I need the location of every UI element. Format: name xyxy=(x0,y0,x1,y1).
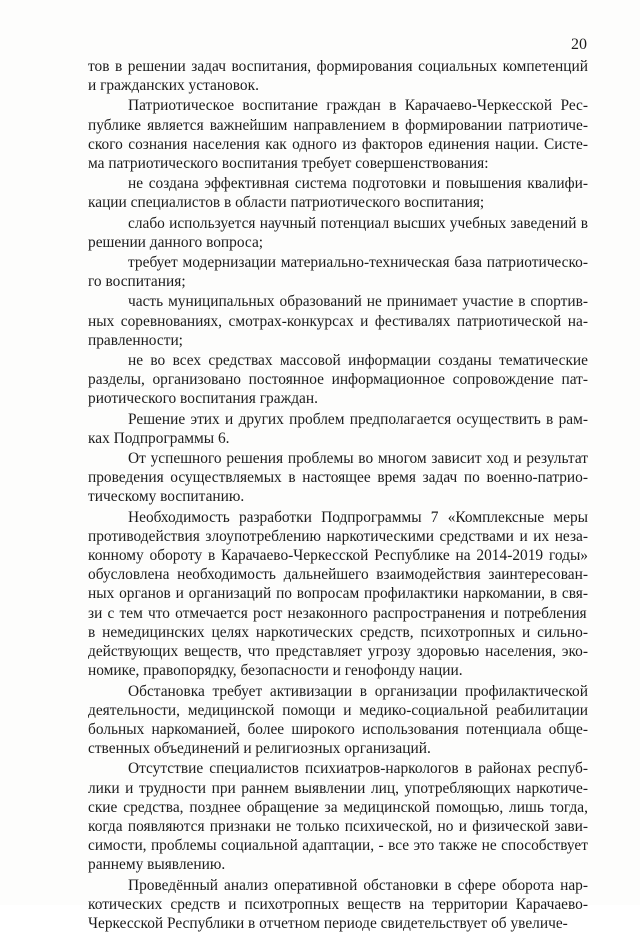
paragraph xyxy=(88,351,588,409)
paragraph xyxy=(88,57,588,95)
text-line: симости, проблемы социальной адаптации, - все это также не способствует xyxy=(88,837,588,855)
document-body xyxy=(88,57,588,933)
text-line: ных соревнованиях, смотрах-конкурсах и фестивалях патриотической на- xyxy=(88,312,588,330)
text-line: Необходимость разработки Подпрограммы 7 «Комплексные меры xyxy=(128,508,588,526)
text-line: публике является важнейшим направлением в формировании патриотиче- xyxy=(88,116,588,134)
text-line: ных органов и организаций по вопросам профилактики наркомании, в свя- xyxy=(88,585,588,603)
text-line: ственных объединений и религиозных организаций. xyxy=(88,740,431,758)
text-line: в немедицинских целях наркотических средств, психотропных и сильно- xyxy=(88,623,588,641)
text-line: номике, правопорядку, безопасности и генофонду нации. xyxy=(88,662,463,680)
text-line: зи с тем что отмечается рост незаконного распространения и потребления xyxy=(88,604,587,622)
text-line: Проведённый анализ оперативной обстановки в сфере оборота нар- xyxy=(128,876,588,894)
text-line: конному обороту в Карачаево-Черкесской Республике на 2014-2019 годы» xyxy=(88,547,588,565)
text-line: тическому воспитанию. xyxy=(88,488,245,506)
text-line: обусловлена необходимость дальнейшего взаимодействия заинтересован- xyxy=(88,566,588,584)
paragraph xyxy=(88,410,588,448)
text-line: правленности; xyxy=(88,331,183,349)
text-line: Решение этих и других проблем предполагается осуществить в рам- xyxy=(128,410,588,428)
text-line: риотического воспитания граждан. xyxy=(88,390,318,408)
text-line: не создана эффективная система подготовки и повышения квалифи- xyxy=(128,175,588,193)
text-line: часть муниципальных образований не принимает участие в спортив- xyxy=(128,293,588,311)
text-line: решении данного вопроса; xyxy=(88,233,264,251)
text-line: Отсутствие специалистов психиатров-наркологов в районах респуб- xyxy=(128,760,588,778)
paragraph xyxy=(88,174,588,212)
paragraph xyxy=(88,449,588,507)
paragraph xyxy=(88,253,588,291)
paragraph xyxy=(88,682,588,759)
text-line: котических средств и психотропных веществ на территории Карачаево- xyxy=(88,895,588,913)
page-number: 20 xyxy=(571,36,587,53)
paragraph xyxy=(88,876,588,933)
paragraph xyxy=(88,759,588,874)
paragraph xyxy=(88,292,588,350)
paragraph xyxy=(88,508,588,681)
text-line: действующих веществ, что представляет угрозу здоровью населения, эко- xyxy=(88,643,588,661)
text-line: ках Подпрограммы 6. xyxy=(88,429,230,447)
text-line: Черкесской Республики в отчетном периоде свидетельствует об увеличе- xyxy=(88,914,568,932)
text-line: От успешного решения проблемы во многом зависит ход и результат xyxy=(128,450,588,468)
text-line: тов в решении задач воспитания, формирования социальных компетенций xyxy=(88,58,588,75)
text-line: проведения осуществляемых в настоящее время задач по военно-патрио- xyxy=(88,469,588,487)
text-line: больных наркоманией, более широкого использования потенциала обще- xyxy=(88,720,588,738)
text-line: го воспитания; xyxy=(88,273,186,291)
text-line: кации специалистов в области патриотического воспитания; xyxy=(88,194,485,212)
text-line: ские средства, позднее обращение за медицинской помощью, лишь тогда, xyxy=(88,798,588,816)
text-line: раннему выявлению. xyxy=(88,856,226,874)
text-line: ма патриотического воспитания требует совершенствования: xyxy=(88,155,489,173)
text-line: и гражданских установок. xyxy=(88,77,259,95)
text-line: требует модернизации материально-техническая база патриотическо- xyxy=(128,254,588,272)
paragraph xyxy=(88,96,588,173)
text-line: противодействия злоупотреблению наркотическими средствами и их неза- xyxy=(88,527,588,545)
text-line: Патриотическое воспитание граждан в Карачаево-Черкесской Рес- xyxy=(128,97,588,115)
text-line: не во всех средствах массовой информации созданы тематические xyxy=(128,352,588,370)
text-line: разделы, организовано постоянное информационное сопровождение пат- xyxy=(88,371,588,389)
text-line: деятельности, медицинской помощи и медико-социальной реабилитации xyxy=(88,701,588,719)
text-line: ского сознания населения как одного из факторов единения нации. Систе- xyxy=(88,135,588,153)
text-line: слабо используется научный потенциал высших учебных заведений в xyxy=(128,214,588,232)
paragraph xyxy=(88,214,588,252)
text-line: лики и трудности при раннем выявлении лиц, употребляющих наркотиче- xyxy=(88,779,588,797)
text-line: Обстановка требует активизации в организации профилактической xyxy=(128,682,588,700)
text-line: когда появляются признаки не только психической, но и физической зави- xyxy=(88,817,588,835)
